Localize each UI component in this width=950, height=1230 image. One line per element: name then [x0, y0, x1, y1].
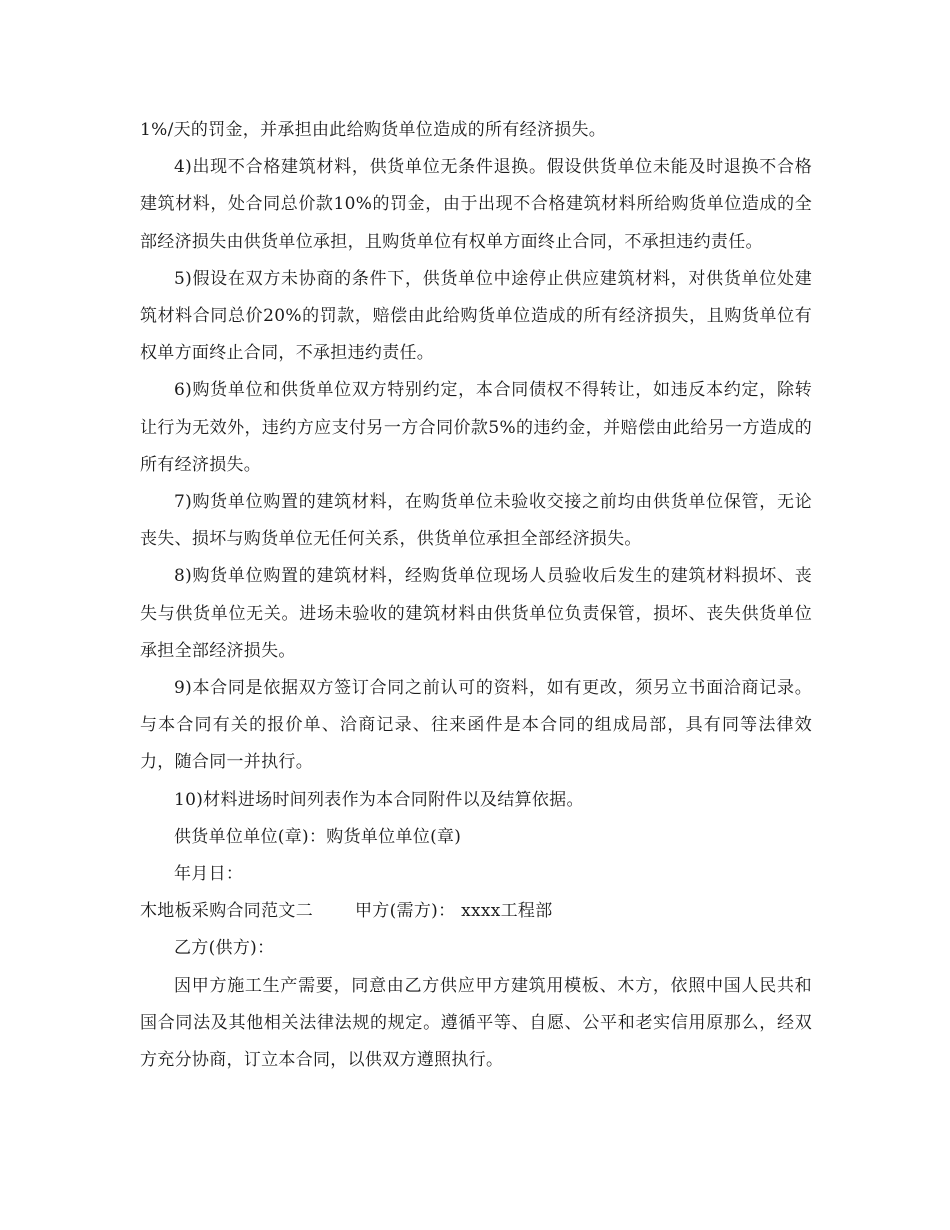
- party-b-line: 乙方(供方)：: [174, 938, 275, 959]
- paragraph-clause-7: 7)购货单位购置的建筑材料，在购货单位未验收交接之前均由供货单位保管，无论丧失、损坏与购货单位无任何关系，供货单位承担全部经济损失。: [140, 492, 812, 550]
- paragraph-clause-8: 8)购货单位购置的建筑材料，经购货单位现场人员验收后发生的建筑材料损坏、丧失与供货单位无关。进场未验收的建筑材料由供货单位负责保管，损坏、丧失供货单位承担全部经济损失。: [140, 566, 812, 661]
- signature-line: 供货单位单位(章)：购货单位单位(章): [174, 826, 462, 847]
- section-title: 木地板采购合同范文二: [140, 901, 313, 922]
- closing-paragraph: 因甲方施工生产需要，同意由乙方供应甲方建筑用模板、木方，依照中国人民共和国合同法及其他相关法律法规的规定。遵循平等、自愿、公平和老实信用原那么，经双方充分协商，订立本合同，以供双方遵照执行。: [140, 975, 812, 1071]
- section-title-line: [140, 893, 812, 930]
- party-a-line: 甲方(需方)： xxxx工程部: [355, 901, 553, 922]
- paragraph-clause-6: 6)购货单位和供货单位双方特别约定，本合同债权不得转让，如违反本约定，除转让行为无效外，违约方应支付另一方合同价款5%的违约金，并赔偿由此给另一方造成的所有经济损失。: [140, 380, 812, 475]
- paragraph-clause-4: 4)出现不合格建筑材料，供货单位无条件退换。假设供货单位未能及时退换不合格建筑材料，处合同总价款10%的罚金，由于出现不合格建筑材料所给购货单位造成的全部经济损失由供货单位承担，且购货单位有权单方面终止合同，不承担违约责任。: [140, 157, 812, 252]
- paragraph-clause-9: 9)本合同是依据双方签订合同之前认可的资料，如有更改，须另立书面洽商记录。与本合同有关的报价单、洽商记录、往来函件是本合同的组成局部，具有同等法律效力，随合同一并执行。: [140, 678, 812, 773]
- paragraph-penalty-tail: 1%/天的罚金，并承担由此给购货单位造成的所有经济损失。: [140, 120, 607, 140]
- paragraph-clause-10: 10)材料进场时间列表作为本合同附件以及结算依据。: [174, 789, 584, 810]
- date-line: 年月日：: [174, 864, 244, 885]
- document-page: [140, 112, 812, 1079]
- paragraph-clause-5: 5)假设在双方未协商的条件下，供货单位中途停止供应建筑材料，对供货单位处建筑材料合同总价20%的罚款，赔偿由此给购货单位造成的所有经济损失，且购货单位有权单方面终止合同，不承担违约责任。: [140, 268, 812, 364]
